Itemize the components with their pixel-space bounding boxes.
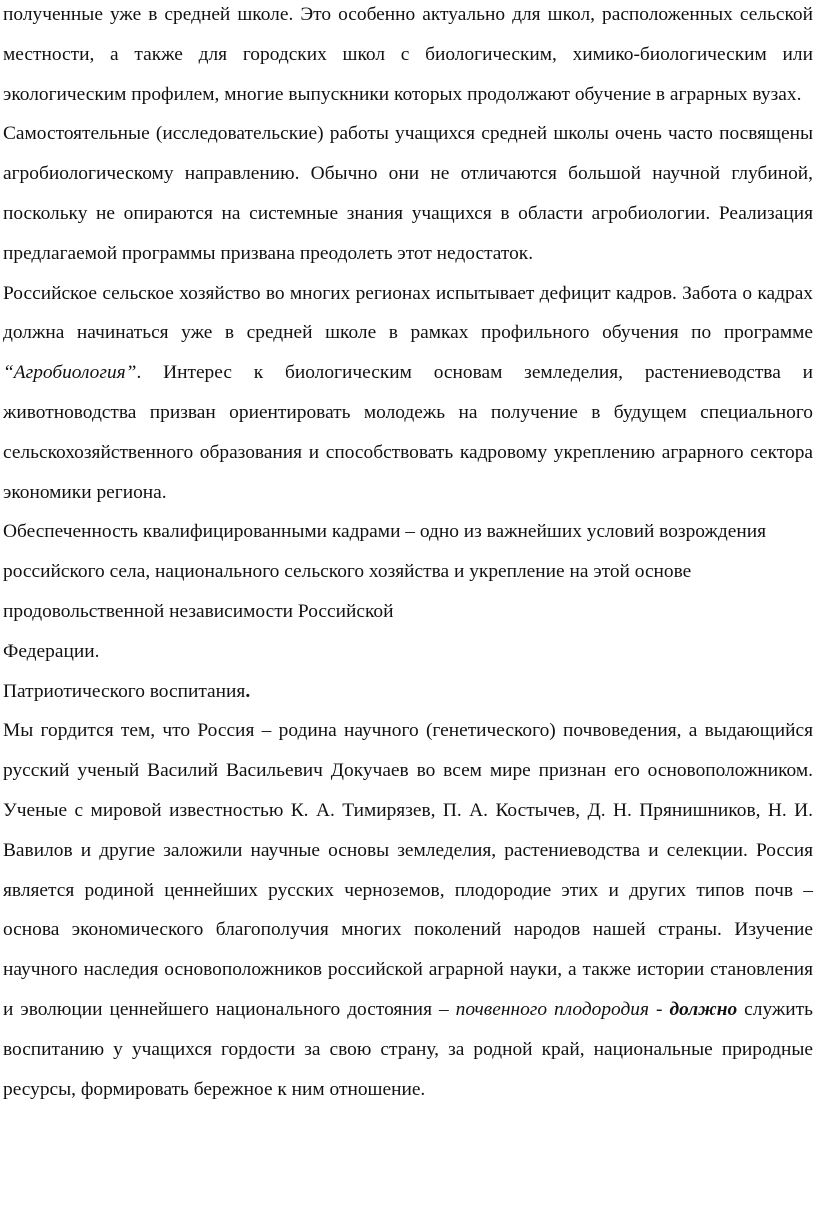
paragraph-school-continuation — [3, 0, 813, 114]
paragraph-text: полученные уже в средней школе. Это особенно актуально для школ, расположенных сельской местности, а также для городских школ с биологическим, химико-биологическим или экологическим профилем, многие выпускники которых продолжают обучение в аграрных вузах. — [3, 4, 813, 105]
paragraph-qualified-personnel — [3, 512, 813, 631]
section-heading-patriotic-education — [3, 672, 813, 712]
paragraph-text: служить воспитанию у учащихся гордости за свою страну, за родной край, национальные природные ресурсы, формировать бережное к ним отношение. — [3, 998, 813, 1100]
paragraph-independent-research — [3, 114, 813, 273]
paragraph-text: Мы гордится тем, что Россия – родина научного (генетического) почвоведения, а выдающийся русский ученый Василий Васильевич Докучаев во всем мире признан его основоположником. Ученые с мировой известностью К. А. Тимирязев, П. А. Костычев, Д. Н. Прянишников, Н. И. Вавилов и другие заложили научные основы земледелия, растениеводства и селекции. Россия является родиной ценнейших русских черноземов, плодородие этих и других типов почв – основа экономического благополучия многих поколений народов нашей страны. Изучение научного наследия основоположников российской аграрной науки, а также истории становления и эволюции ценнейшего национального достояния – — [3, 720, 813, 1020]
paragraph-personnel-shortage — [3, 274, 813, 513]
paragraph-soil-science-pride — [3, 711, 813, 1109]
paragraph-text: Федерации. — [3, 640, 100, 662]
italic-phrase-soil-fertility: почвенного плодородия — [455, 998, 650, 1020]
paragraph-federation — [3, 632, 813, 672]
heading-dot: . — [245, 680, 251, 702]
heading-text: Патриотического воспитания — [3, 680, 246, 702]
text-column — [3, 0, 813, 1109]
paragraph-text: Самостоятельные (исследовательские) работы учащихся средней школы очень часто посвящены агробиологическому направлению. Обычно они не отличаются большой научной глубиной, поскольку не опираются на системные знания учащихся в области агробиологии. Реализация предлагаемой программы призвана преодолеть этот недостаток. — [3, 123, 813, 264]
emphasis-word-must: должно — [669, 998, 738, 1020]
program-name: “Агробиология” — [3, 362, 137, 384]
paragraph-text: Российское сельское хозяйство во многих регионах испытывает дефицит кадров. Забота о кадрах должна начинаться уже в средней школе в рамках профильного обучения по программе — [3, 282, 813, 344]
paragraph-text: Обеспеченность квалифицированными кадрами – одно из важнейших условий возрождения российского села, национального сельского хозяйства и укрепление на этой основе продовольственной независимости Российской — [3, 521, 767, 622]
dash-separator: - — [649, 998, 670, 1020]
paragraph-text: . Интерес к биологическим основам земледелия, растениеводства и животноводства призван ориентировать молодежь на получение в будущем специального сельскохозяйственного образования и способствовать кадровому укреплению аграрного сектора экономики региона. — [3, 362, 813, 503]
